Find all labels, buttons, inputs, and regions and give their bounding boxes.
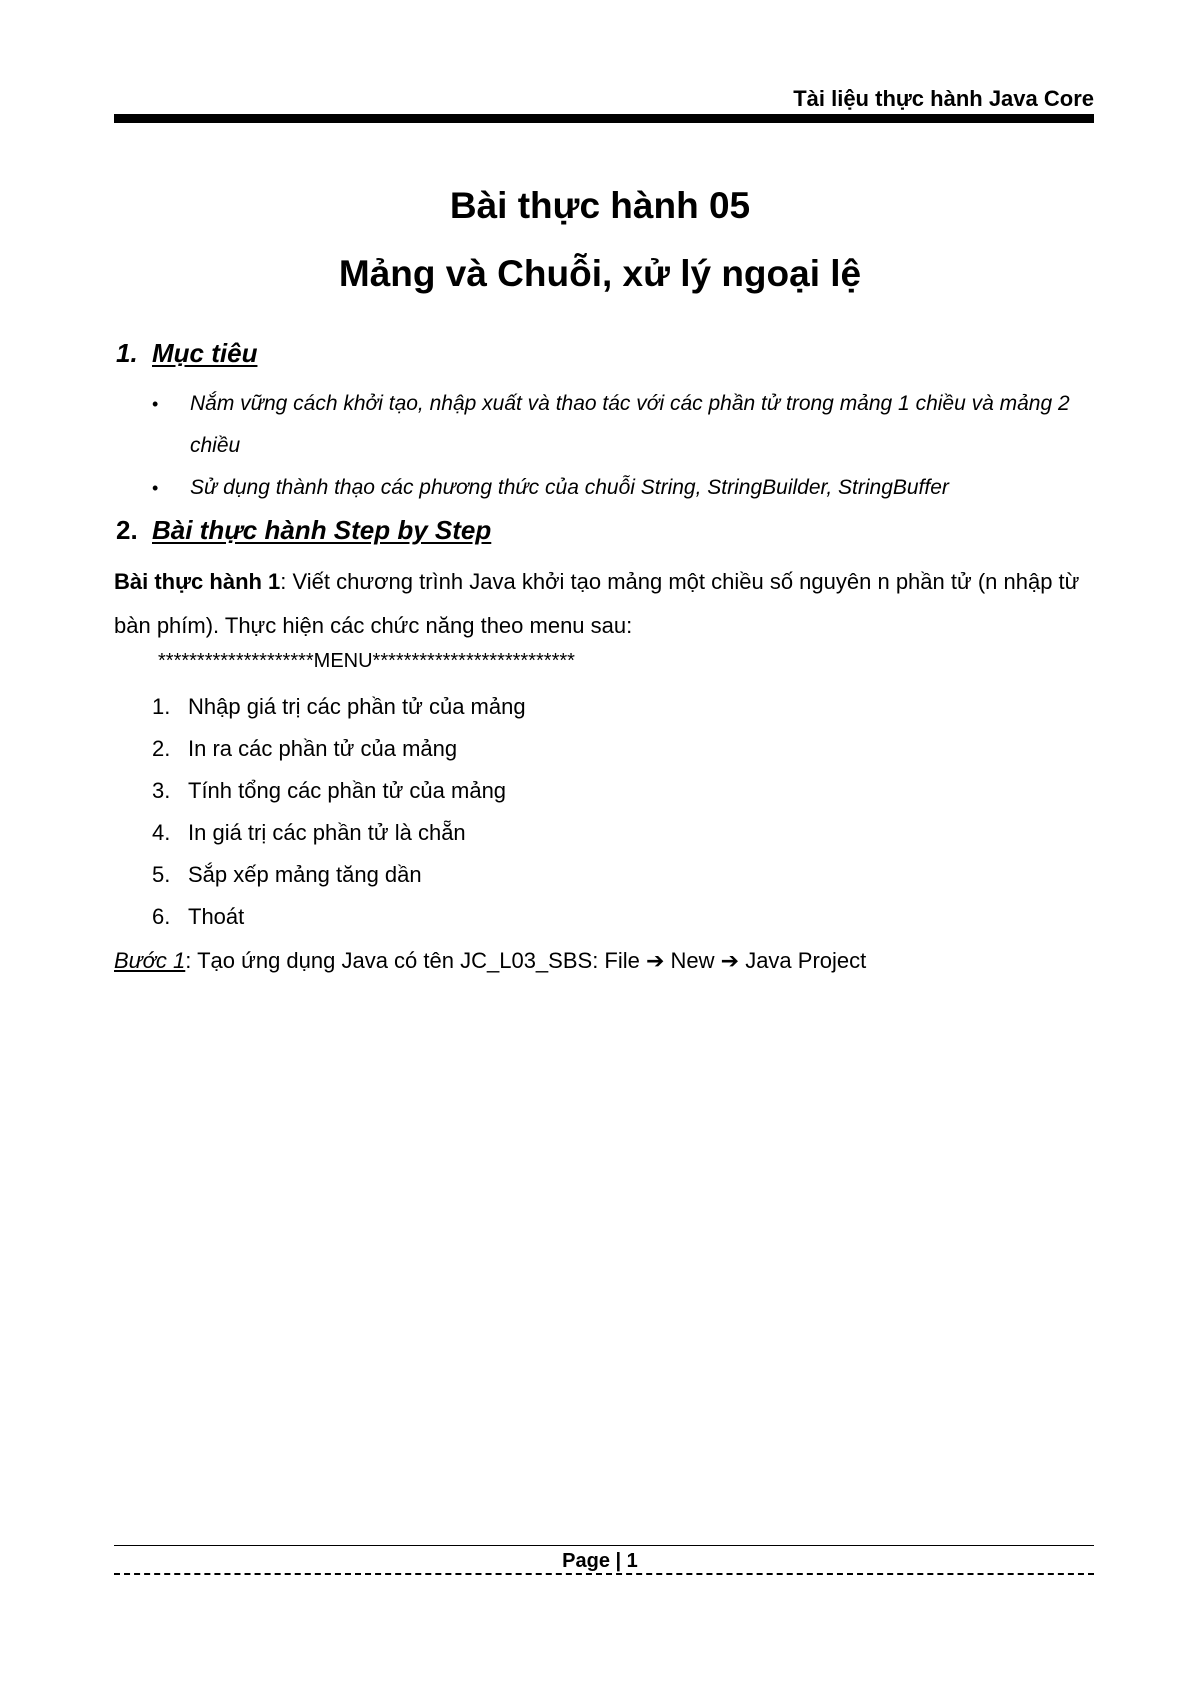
bullet-icon: • xyxy=(152,394,159,414)
step-1 xyxy=(114,946,866,976)
section-2-title: Bài thực hành Step by Step xyxy=(152,515,492,545)
objective-text: Sử dụng thành thạo các phương thức của chuỗi String, StringBuilder, StringBuffer xyxy=(190,476,949,499)
menu-item-label: Nhập giá trị các phần tử của mảng xyxy=(188,694,526,719)
section-2-heading xyxy=(116,514,491,546)
step-label: Bước 1 xyxy=(114,948,186,973)
section-2-number: 2. xyxy=(116,515,138,545)
section-1-number: 1. xyxy=(116,338,138,368)
objectives-list xyxy=(150,383,1090,509)
page-number: Page | 1 xyxy=(562,1550,638,1572)
menu-item-label: Sắp xếp mảng tăng dần xyxy=(188,862,422,887)
menu-item-label: In ra các phần tử của mảng xyxy=(188,736,458,761)
exercise-paragraph xyxy=(114,560,1094,648)
menu-item xyxy=(152,686,526,728)
menu-item-number: 3. xyxy=(152,778,171,803)
menu-item-number: 6. xyxy=(152,904,171,929)
menu-item-label: Tính tổng các phần tử của mảng xyxy=(188,778,507,803)
exercise-label: Bài thực hành 1 xyxy=(114,569,281,594)
menu-item-number: 5. xyxy=(152,862,171,887)
footer-rule xyxy=(114,1545,1094,1546)
section-1-title: Mục tiêu xyxy=(152,338,258,368)
menu-item-label: In giá trị các phần tử là chẵn xyxy=(188,820,466,845)
list-item xyxy=(150,383,1090,467)
menu-item-number: 4. xyxy=(152,820,171,845)
bullet-icon: • xyxy=(152,478,159,498)
document-subtitle: Mảng và Chuỗi, xử lý ngoại lệ xyxy=(338,253,862,294)
footer-dotted-rule xyxy=(114,1573,1094,1575)
menu-item-label: Thoát xyxy=(188,904,245,929)
list-item xyxy=(150,467,1090,509)
menu-list xyxy=(152,686,526,938)
menu-header: ********************MENU************************** xyxy=(158,650,575,672)
objective-text: Nắm vững cách khởi tạo, nhập xuất và thao tác với các phần tử trong mảng 1 chiều và mảng 2 chiều xyxy=(190,392,1070,457)
menu-item xyxy=(152,728,526,770)
menu-item xyxy=(152,770,526,812)
document-title: Bài thực hành 05 xyxy=(449,185,751,226)
menu-item-number: 2. xyxy=(152,736,171,761)
header-rule xyxy=(114,114,1094,123)
exercise-text: : Viết chương trình Java khởi tạo mảng một chiều số nguyên n phần tử (n nhập từ bàn phím). Thực hiện các chức năng theo menu sau: xyxy=(114,569,1080,638)
header-title: Tài liệu thực hành Java Core xyxy=(793,86,1094,111)
section-1-heading xyxy=(116,337,257,369)
menu-item-number: 1. xyxy=(152,694,171,719)
step-text: : Tạo ứng dụng Java có tên JC_L03_SBS: File ➔ New ➔ Java Project xyxy=(185,948,867,973)
menu-item xyxy=(152,812,526,854)
menu-item xyxy=(152,896,526,938)
menu-item xyxy=(152,854,526,896)
